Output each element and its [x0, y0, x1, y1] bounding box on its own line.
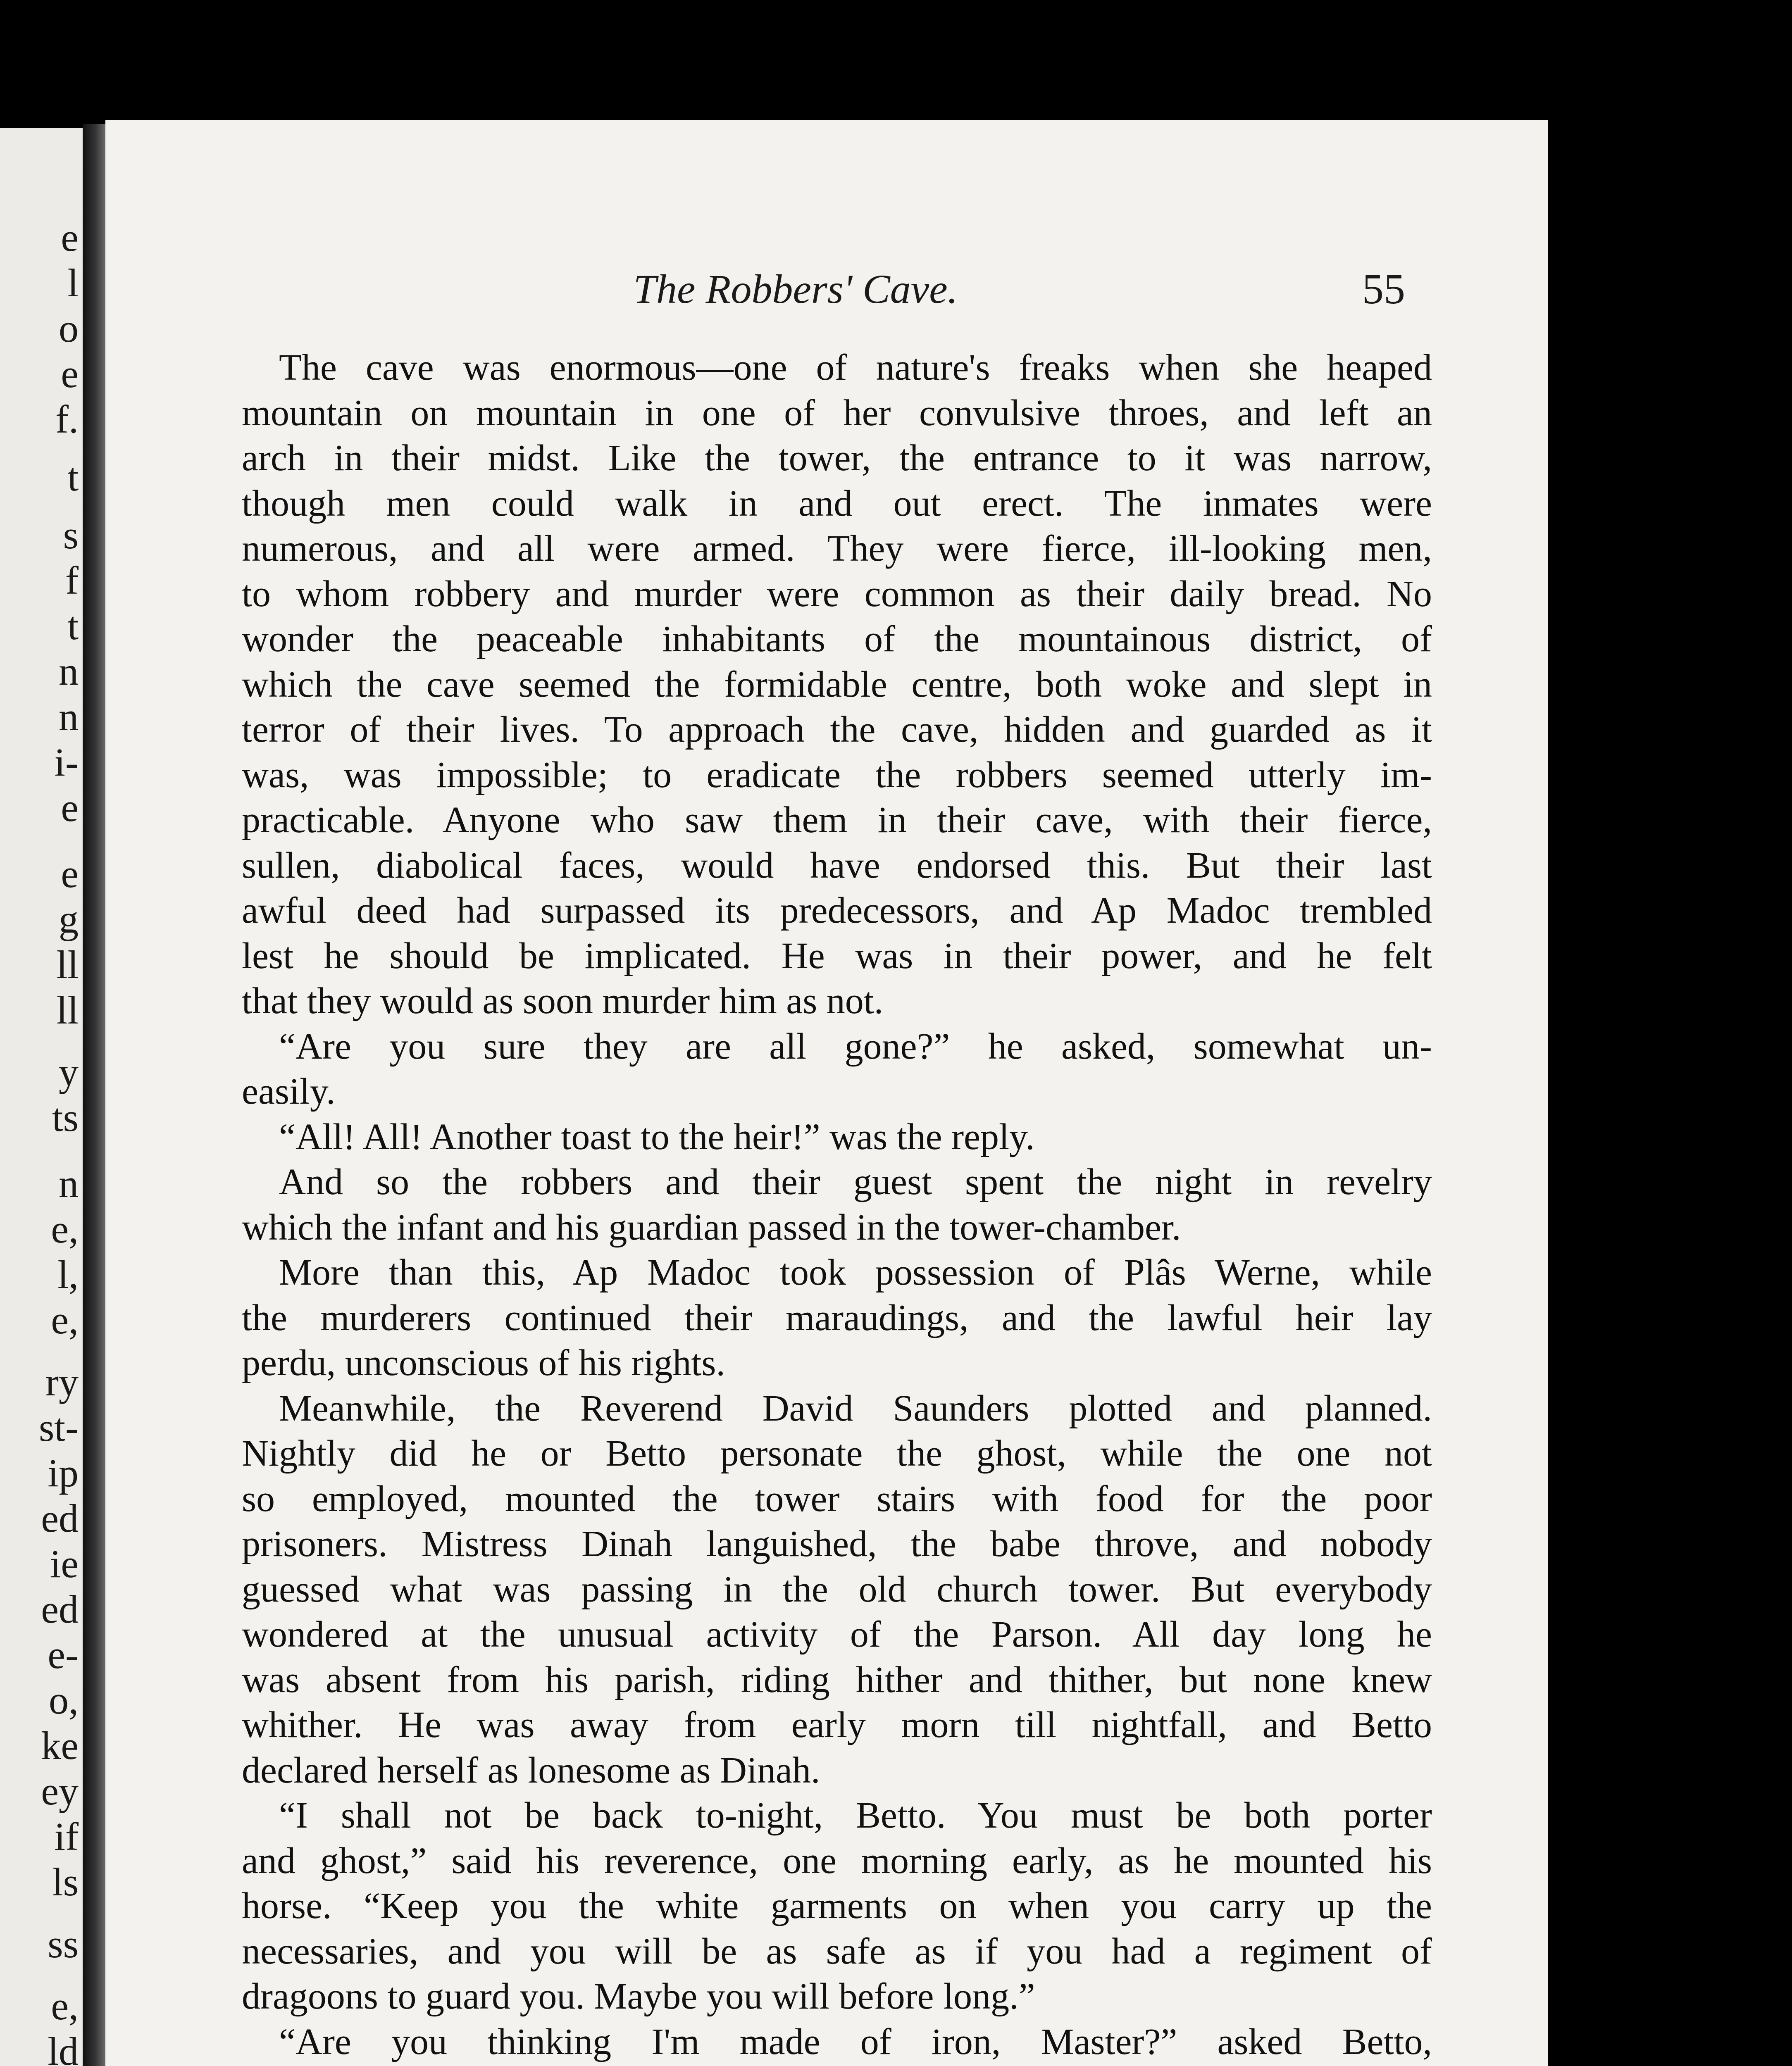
text-line: easily. [242, 1071, 336, 1112]
text-line: awful deed had surpassed its predecessors, and Ap Madoc trembled [242, 890, 1432, 931]
body-text [242, 345, 1432, 2066]
facing-page-fragment: s [63, 513, 79, 557]
facing-page-fragment: e, [51, 1298, 79, 1342]
facing-page-fragment: ts [52, 1095, 79, 1140]
facing-page-fragment: l [67, 261, 79, 305]
text-line: was absent from his parish, riding hither and thither, but none knew [242, 1659, 1432, 1700]
text-line: perdu, unconscious of his rights. [242, 1342, 725, 1383]
text-line: declared herself as lonesome as Dinah. [242, 1749, 820, 1791]
facing-page-fragment: e- [48, 1633, 79, 1677]
facing-page-fragment: n [59, 649, 79, 693]
text-line: lest he should be implicated. He was in their power, and he felt [242, 935, 1432, 976]
text-line: was, was impossible; to eradicate the robbers seemed utterly im- [242, 754, 1432, 795]
facing-page-fragment: ll [56, 943, 79, 987]
facing-page-fragment: ss [48, 1922, 79, 1966]
text-line: practicable. Anyone who saw them in their cave, with their fierce, [242, 800, 1432, 840]
text-line: dragoons to guard you. Maybe you will before long.” [242, 1976, 1035, 2017]
book-gutter [83, 124, 107, 2066]
text-line: Meanwhile, the Reverend David Saunders plotted and planned. [279, 1388, 1432, 1429]
facing-page-fragment: n [59, 1162, 79, 1206]
facing-page-fragment: f [65, 558, 79, 602]
facing-page-fragment: st- [39, 1405, 79, 1450]
running-head [105, 256, 1548, 322]
text-line: that they would as soon murder him as not. [242, 981, 884, 1021]
text-line: numerous, and all were armed. They were fierce, ill-looking men, [242, 528, 1432, 569]
facing-page-fragment: l, [57, 1252, 79, 1297]
text-line: “All! All! Another toast to the heir!” was the reply. [279, 1116, 1035, 1157]
text-line: wondered at the unusual activity of the Parson. All day long he [242, 1614, 1432, 1655]
facing-page-fragment: o, [49, 1678, 79, 1722]
facing-page-fragment: e, [51, 1207, 79, 1251]
facing-page-fragment: e [61, 352, 79, 396]
text-line: which the cave seemed the formidable centre, both woke and slept in [242, 664, 1432, 705]
text-line: horse. “Keep you the white garments on when you carry up the [242, 1885, 1432, 1926]
facing-page-fragment: ie [50, 1542, 79, 1586]
text-line: “Are you sure they are all gone?” he asked, somewhat un- [279, 1026, 1432, 1067]
facing-page-fragment: ls [52, 1860, 79, 1904]
text-line: prisoners. Mistress Dinah languished, the babe throve, and nobody [242, 1523, 1432, 1564]
text-line: to whom robbery and murder were common as their daily bread. No [242, 573, 1432, 614]
text-line: terror of their lives. To approach the cave, hidden and guarded as it [242, 709, 1432, 750]
text-line: arch in their midst. Like the tower, the entrance to it was narrow, [242, 438, 1432, 478]
facing-page-fragment: ry [45, 1360, 79, 1404]
facing-page-fragment: ed [41, 1587, 79, 1631]
facing-page-fragment: ke [41, 1723, 79, 1768]
facing-page-fragment: y [59, 1050, 79, 1094]
facing-page-fragment: ld [48, 2029, 79, 2066]
facing-page-fragment: e, [51, 1984, 79, 2028]
facing-page-fragment: t [67, 455, 79, 499]
facing-page-fragment: ed [41, 1496, 79, 1540]
facing-page-fragment: ey [41, 1769, 79, 1813]
text-line [242, 2064, 1432, 2066]
text-line: the murderers continued their maraudings, and the lawful heir lay [242, 1297, 1432, 1338]
facing-page-fragment: o [59, 306, 79, 350]
text-line: mountain on mountain in one of her convulsive throes, and left an [242, 392, 1432, 433]
facing-page-fragment: e [61, 852, 79, 896]
facing-page-fragment: e [61, 215, 79, 259]
text-line: And so the robbers and their guest spent the night in revelry [279, 1162, 1432, 1202]
text-line: whither. He was away from early morn till nightfall, and Betto [242, 1704, 1432, 1745]
book-page [105, 120, 1548, 2066]
text-line: and ghost,” said his reverence, one morning early, as he mounted his [242, 1840, 1432, 1881]
running-title: The Robbers' Cave. [633, 266, 958, 312]
text-line: though men could walk in and out erect. The inmates were [242, 483, 1432, 524]
text-line: sullen, diabolical faces, would have endorsed this. But their last [242, 845, 1432, 886]
facing-page-fragment: ip [48, 1451, 79, 1495]
facing-page-fragment: e [61, 785, 79, 830]
facing-page-edge [0, 128, 83, 2066]
text-line: Nightly did he or Betto personate the ghost, while the one not [242, 1433, 1432, 1474]
text-line: so employed, mounted the tower stairs with food for the poor [242, 1478, 1432, 1519]
text-line: which the infant and his guardian passed in the tower-chamber. [242, 1207, 1181, 1248]
facing-page-fragment: t [67, 604, 79, 648]
text-line: More than this, Ap Madoc took possession of Plâs Werne, while [279, 1252, 1432, 1293]
facing-page-fragment: n [59, 695, 79, 739]
facing-page-fragment: i- [54, 740, 79, 784]
facing-page-fragment: g [59, 897, 79, 941]
text-line: guessed what was passing in the old church tower. But everybody [242, 1569, 1432, 1610]
text-line: The cave was enormous—one of nature's freaks when she heaped [279, 347, 1432, 388]
text-line: necessaries, and you will be as safe as if you had a regiment of [242, 1930, 1432, 1972]
text-line: “Are you thinking I'm made of iron, Master?” asked Betto, [279, 2021, 1432, 2062]
page-number: 55 [1362, 265, 1405, 313]
facing-page-fragment: f. [55, 397, 79, 441]
text-line: “I shall not be back to-night, Betto. You must be both porter [279, 1795, 1432, 1836]
text-line: wonder the peaceable inhabitants of the mountainous district, of [242, 619, 1432, 659]
facing-page-fragment: if [54, 1814, 79, 1859]
facing-page-fragment: ll [56, 988, 79, 1032]
